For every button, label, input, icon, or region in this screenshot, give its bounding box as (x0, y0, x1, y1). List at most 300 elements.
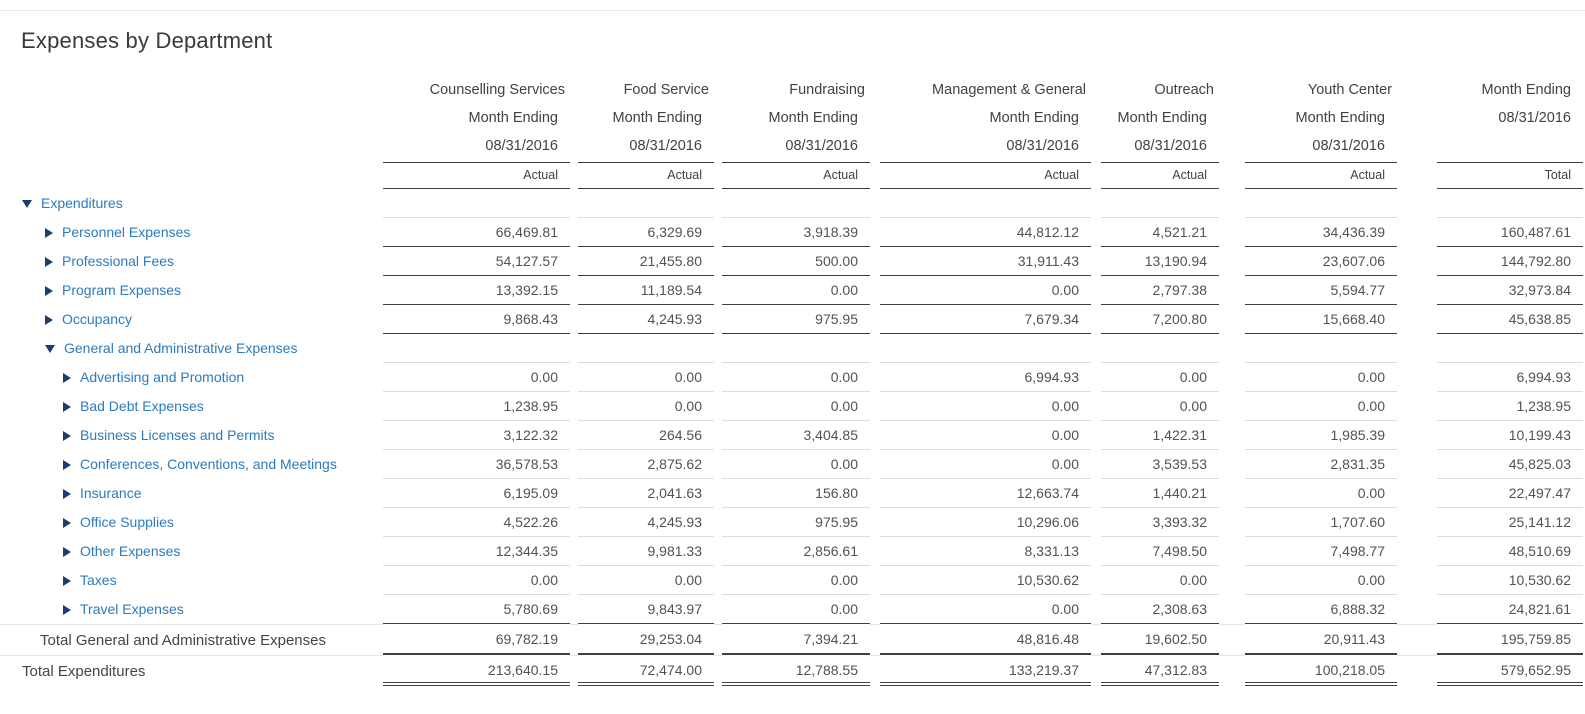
value-cell: 10,530.62 (1437, 566, 1583, 595)
value-cell: 3,539.53 (1101, 450, 1219, 479)
value-cell: 20,911.43 (1245, 624, 1397, 655)
value-cell: 45,825.03 (1437, 450, 1583, 479)
column-gap (1219, 305, 1245, 334)
header-label-spacer (0, 76, 383, 163)
column-gap (714, 276, 722, 305)
column-measure-header: Actual (383, 163, 570, 189)
column-gap (714, 595, 722, 624)
column-gap (570, 655, 578, 686)
value-cell: 0.00 (578, 566, 714, 595)
table-row (0, 247, 1583, 276)
table-row (0, 508, 1583, 537)
value-cell: 9,981.33 (578, 537, 714, 566)
column-gap (1397, 247, 1437, 276)
value-cell: 0.00 (880, 276, 1091, 305)
value-cell: 44,812.12 (880, 218, 1091, 247)
column-gap (714, 421, 722, 450)
column-name: Youth Center (1307, 82, 1392, 98)
column-gap (1091, 305, 1101, 334)
value-cell: 7,394.21 (722, 624, 870, 655)
column-gap (1091, 537, 1101, 566)
value-cell: 12,788.55 (722, 655, 870, 686)
value-cell: 19,602.50 (1101, 624, 1219, 655)
column-gap (570, 392, 578, 421)
tree-item-link[interactable] (0, 508, 174, 537)
table-row (0, 392, 1583, 421)
value-cell: 213,640.15 (383, 655, 570, 686)
value-cell: 3,393.32 (1101, 508, 1219, 537)
tree-item-label: Taxes (80, 572, 117, 588)
value-cell: 7,200.80 (1101, 305, 1219, 334)
collapse-toggle-icon[interactable] (22, 200, 32, 208)
expand-toggle-icon[interactable] (63, 605, 71, 615)
page-top-divider (0, 10, 1585, 11)
column-gap (570, 537, 578, 566)
value-cell: 12,344.35 (383, 537, 570, 566)
value-cell-empty (1437, 189, 1583, 218)
column-gap (1397, 76, 1437, 163)
row-label-cell (0, 508, 383, 537)
column-gap (1091, 76, 1101, 163)
column-name: Outreach (1154, 82, 1214, 98)
column-gap (1219, 276, 1245, 305)
expand-toggle-icon[interactable] (63, 576, 71, 586)
row-label-cell (0, 537, 383, 566)
column-gap (714, 305, 722, 334)
value-cell: 1,440.21 (1101, 479, 1219, 508)
column-gap (714, 450, 722, 479)
value-cell: 0.00 (880, 450, 1091, 479)
value-cell: 12,663.74 (880, 479, 1091, 508)
column-gap (1397, 450, 1437, 479)
column-gap (714, 537, 722, 566)
value-cell: 4,522.26 (383, 508, 570, 537)
column-gap (714, 363, 722, 392)
row-label-cell (0, 595, 383, 624)
column-gap (714, 76, 722, 163)
row-label-cell (0, 479, 383, 508)
column-header (1437, 76, 1583, 163)
expand-toggle-icon[interactable] (45, 257, 53, 267)
column-gap (1219, 624, 1245, 655)
value-cell: 133,219.37 (880, 655, 1091, 686)
column-gap (1397, 276, 1437, 305)
column-header (1101, 76, 1219, 163)
value-cell: 7,679.34 (880, 305, 1091, 334)
column-gap (1219, 218, 1245, 247)
value-cell: 6,994.93 (880, 363, 1091, 392)
tree-item-link[interactable] (0, 479, 141, 508)
value-cell: 579,652.95 (1437, 655, 1583, 686)
column-period: Month Ending (768, 110, 858, 126)
column-gap (1091, 218, 1101, 247)
column-gap (570, 421, 578, 450)
expand-toggle-icon[interactable] (63, 373, 71, 383)
value-cell: 0.00 (1101, 363, 1219, 392)
value-cell: 0.00 (722, 566, 870, 595)
table-row (0, 334, 1583, 363)
column-gap (1397, 624, 1437, 655)
value-cell: 6,195.09 (383, 479, 570, 508)
value-cell: 45,638.85 (1437, 305, 1583, 334)
value-cell: 4,245.93 (578, 305, 714, 334)
column-gap (870, 624, 880, 655)
column-period: Month Ending (612, 110, 702, 126)
column-measure-header: Actual (1101, 163, 1219, 189)
column-gap (714, 479, 722, 508)
value-cell: 54,127.57 (383, 247, 570, 276)
column-gap (714, 392, 722, 421)
value-cell-empty (1245, 334, 1397, 363)
value-cell: 1,422.31 (1101, 421, 1219, 450)
table-row (0, 450, 1583, 479)
value-cell: 24,821.61 (1437, 595, 1583, 624)
column-gap (1091, 392, 1101, 421)
column-gap (570, 363, 578, 392)
expand-toggle-icon[interactable] (63, 460, 71, 470)
value-cell: 2,831.35 (1245, 450, 1397, 479)
row-label-cell (0, 566, 383, 595)
column-date: 08/31/2016 (785, 138, 858, 154)
column-gap (1397, 334, 1437, 363)
tree-item-label: Program Expenses (62, 282, 182, 298)
column-gap (570, 189, 578, 218)
column-gap (570, 624, 578, 655)
column-gap (1219, 363, 1245, 392)
tree-item-label: Conferences, Conventions, and Meetings (80, 456, 337, 472)
value-cell: 13,190.94 (1101, 247, 1219, 276)
tree-item-label: Office Supplies (80, 514, 174, 530)
expand-toggle-icon[interactable] (63, 402, 71, 412)
tree-item-link[interactable] (0, 334, 297, 363)
value-cell: 9,843.97 (578, 595, 714, 624)
column-gap (1219, 655, 1245, 686)
value-cell: 0.00 (722, 450, 870, 479)
tree-item-link[interactable] (0, 247, 174, 276)
tree-item-link[interactable] (0, 276, 181, 305)
value-cell: 25,141.12 (1437, 508, 1583, 537)
expand-toggle-icon[interactable] (45, 228, 53, 238)
row-label-cell (0, 218, 383, 247)
column-gap (870, 276, 880, 305)
column-measure-header: Actual (880, 163, 1091, 189)
value-cell: 144,792.80 (1437, 247, 1583, 276)
column-gap (1091, 450, 1101, 479)
tree-item-label: Professional Fees (62, 253, 175, 269)
tree-item-label: Travel Expenses (80, 601, 184, 617)
column-measure-header: Actual (1245, 163, 1397, 189)
column-period: Month Ending (1117, 110, 1207, 126)
value-cell: 13,392.15 (383, 276, 570, 305)
column-date: 08/31/2016 (1312, 138, 1385, 154)
value-cell-empty (383, 189, 570, 218)
tree-item-link[interactable] (0, 566, 117, 595)
column-gap (870, 189, 880, 218)
row-label-cell (0, 421, 383, 450)
column-gap (1091, 334, 1101, 363)
expand-toggle-icon[interactable] (45, 286, 53, 296)
column-name: Management & General (932, 82, 1086, 98)
row-label-cell (0, 392, 383, 421)
tree-item-link[interactable] (0, 218, 190, 247)
column-gap (1397, 305, 1437, 334)
column-gap (1397, 508, 1437, 537)
column-measure-header: Actual (578, 163, 714, 189)
tree-item-link[interactable] (0, 305, 132, 334)
column-gap (1219, 163, 1245, 189)
column-gap (1397, 421, 1437, 450)
column-gap (870, 392, 880, 421)
column-gap (1091, 566, 1101, 595)
column-gap (1219, 76, 1245, 163)
value-cell: 1,985.39 (1245, 421, 1397, 450)
value-cell: 10,296.06 (880, 508, 1091, 537)
column-gap (1397, 363, 1437, 392)
column-header (880, 76, 1091, 163)
value-cell: 0.00 (1245, 392, 1397, 421)
column-gap (870, 76, 880, 163)
table-row (0, 595, 1583, 624)
expand-toggle-icon[interactable] (63, 547, 71, 557)
column-gap (870, 363, 880, 392)
value-cell: 32,973.84 (1437, 276, 1583, 305)
value-cell: 31,911.43 (880, 247, 1091, 276)
value-cell: 2,856.61 (722, 537, 870, 566)
column-gap (1091, 655, 1101, 686)
value-cell-empty (1101, 189, 1219, 218)
value-cell-empty (1101, 334, 1219, 363)
value-cell-empty (722, 334, 870, 363)
column-gap (870, 450, 880, 479)
value-cell: 3,404.85 (722, 421, 870, 450)
column-gap (714, 655, 722, 686)
column-date: 08/31/2016 (485, 138, 558, 154)
table-body (0, 189, 1585, 686)
tree-item-label: Personnel Expenses (62, 224, 191, 240)
value-cell: 8,331.13 (880, 537, 1091, 566)
value-cell-empty (880, 334, 1091, 363)
value-cell-empty (578, 189, 714, 218)
column-period: Month Ending (989, 110, 1079, 126)
value-cell-empty (722, 189, 870, 218)
column-gap (570, 508, 578, 537)
tree-item-link[interactable] (0, 363, 244, 392)
value-cell: 0.00 (1245, 363, 1397, 392)
row-label-cell (0, 450, 383, 479)
value-cell-empty (1437, 334, 1583, 363)
expand-toggle-icon[interactable] (63, 431, 71, 441)
column-measure-header: Total (1437, 163, 1583, 189)
column-header (383, 76, 570, 163)
value-cell: 22,497.47 (1437, 479, 1583, 508)
row-label-cell (0, 305, 383, 334)
column-gap (714, 334, 722, 363)
column-gap (1219, 566, 1245, 595)
column-gap (570, 566, 578, 595)
value-cell: 500.00 (722, 247, 870, 276)
value-cell: 2,041.63 (578, 479, 714, 508)
column-gap (1091, 247, 1101, 276)
column-gap (870, 508, 880, 537)
tree-item-link[interactable] (0, 392, 204, 421)
column-gap (1397, 566, 1437, 595)
table-row (0, 624, 1583, 655)
column-gap (1219, 392, 1245, 421)
tree-item-label: Business Licenses and Permits (80, 427, 275, 443)
table-row (0, 421, 1583, 450)
report-page (0, 10, 1585, 686)
column-gap (1091, 624, 1101, 655)
column-gap (1091, 595, 1101, 624)
value-cell: 47,312.83 (1101, 655, 1219, 686)
tree-item-link[interactable] (0, 450, 337, 479)
column-date: 08/31/2016 (1498, 110, 1571, 126)
column-gap (1397, 392, 1437, 421)
value-cell: 66,469.81 (383, 218, 570, 247)
column-gap (1219, 247, 1245, 276)
value-cell: 195,759.85 (1437, 624, 1583, 655)
column-gap (1091, 363, 1101, 392)
column-gap (1219, 450, 1245, 479)
tree-item-label: Insurance (80, 485, 142, 501)
total-row-label: Total General and Administrative Expenses (40, 631, 326, 649)
collapse-toggle-icon[interactable] (45, 345, 55, 353)
value-cell: 36,578.53 (383, 450, 570, 479)
value-cell: 1,238.95 (383, 392, 570, 421)
column-gap (714, 566, 722, 595)
column-name: Fundraising (789, 82, 865, 98)
row-label-cell (0, 655, 383, 686)
table-row (0, 363, 1583, 392)
column-gap (870, 421, 880, 450)
tree-item-label: Other Expenses (80, 543, 181, 559)
column-name: Counselling Services (429, 82, 565, 98)
column-name: Food Service (623, 82, 709, 98)
column-gap (870, 537, 880, 566)
column-gap (870, 305, 880, 334)
value-cell: 0.00 (383, 363, 570, 392)
column-gap (570, 450, 578, 479)
expand-toggle-icon[interactable] (45, 315, 53, 325)
table-header-periods (0, 76, 1583, 163)
table-row (0, 566, 1583, 595)
value-cell: 0.00 (578, 363, 714, 392)
column-gap (1397, 189, 1437, 218)
tree-item-link[interactable] (0, 421, 275, 450)
column-gap (870, 595, 880, 624)
tree-item-label: General and Administrative Expenses (64, 340, 298, 356)
table-row (0, 537, 1583, 566)
column-gap (1091, 189, 1101, 218)
column-gap (870, 334, 880, 363)
value-cell-empty (880, 189, 1091, 218)
column-gap (1219, 479, 1245, 508)
value-cell: 3,122.32 (383, 421, 570, 450)
value-cell: 34,436.39 (1245, 218, 1397, 247)
column-gap (570, 76, 578, 163)
column-gap (1397, 655, 1437, 686)
value-cell: 975.95 (722, 305, 870, 334)
value-cell: 7,498.77 (1245, 537, 1397, 566)
column-gap (570, 334, 578, 363)
column-measure-header: Actual (722, 163, 870, 189)
total-row-label: Total Expenditures (22, 662, 146, 680)
expand-toggle-icon[interactable] (63, 518, 71, 528)
column-gap (714, 218, 722, 247)
table-row (0, 189, 1583, 218)
column-period: Month Ending (468, 110, 558, 126)
value-cell: 11,189.54 (578, 276, 714, 305)
column-gap (870, 566, 880, 595)
table-row (0, 218, 1583, 247)
tree-item-link[interactable] (0, 537, 180, 566)
expand-toggle-icon[interactable] (63, 489, 71, 499)
column-gap (570, 218, 578, 247)
column-gap (1397, 218, 1437, 247)
column-gap (1219, 421, 1245, 450)
column-gap (1219, 508, 1245, 537)
column-gap (1397, 479, 1437, 508)
value-cell: 264.56 (578, 421, 714, 450)
value-cell: 69,782.19 (383, 624, 570, 655)
value-cell: 0.00 (1101, 392, 1219, 421)
value-cell: 72,474.00 (578, 655, 714, 686)
value-cell: 29,253.04 (578, 624, 714, 655)
value-cell: 2,875.62 (578, 450, 714, 479)
column-gap (870, 247, 880, 276)
value-cell-empty (383, 334, 570, 363)
tree-item-label: Occupancy (62, 311, 133, 327)
table-header-measures (0, 163, 1583, 189)
column-gap (870, 218, 880, 247)
value-cell: 100,218.05 (1245, 655, 1397, 686)
tree-item-link[interactable] (0, 595, 184, 624)
column-date: 08/31/2016 (1006, 138, 1079, 154)
value-cell: 7,498.50 (1101, 537, 1219, 566)
value-cell-empty (578, 334, 714, 363)
value-cell: 0.00 (578, 392, 714, 421)
tree-item-link[interactable] (0, 189, 123, 218)
value-cell-empty (1245, 189, 1397, 218)
column-gap (714, 189, 722, 218)
header-label-spacer (0, 163, 383, 189)
column-gap (1219, 189, 1245, 218)
tree-item-label: Bad Debt Expenses (80, 398, 204, 414)
value-cell: 0.00 (722, 363, 870, 392)
column-gap (1219, 334, 1245, 363)
value-cell: 48,816.48 (880, 624, 1091, 655)
table-row (0, 276, 1583, 305)
value-cell: 4,245.93 (578, 508, 714, 537)
column-gap (1397, 595, 1437, 624)
column-gap (570, 479, 578, 508)
column-header (722, 76, 870, 163)
value-cell: 0.00 (383, 566, 570, 595)
value-cell: 23,607.06 (1245, 247, 1397, 276)
report-title: Expenses by Department (21, 28, 273, 53)
column-gap (1091, 479, 1101, 508)
column-date: 08/31/2016 (1134, 138, 1207, 154)
row-label-cell (0, 363, 383, 392)
value-cell: 0.00 (880, 392, 1091, 421)
column-gap (570, 247, 578, 276)
column-gap (1219, 595, 1245, 624)
row-label-cell (0, 189, 383, 218)
value-cell: 0.00 (1101, 566, 1219, 595)
column-gap (1219, 537, 1245, 566)
column-header (578, 76, 714, 163)
table-row (0, 655, 1583, 686)
